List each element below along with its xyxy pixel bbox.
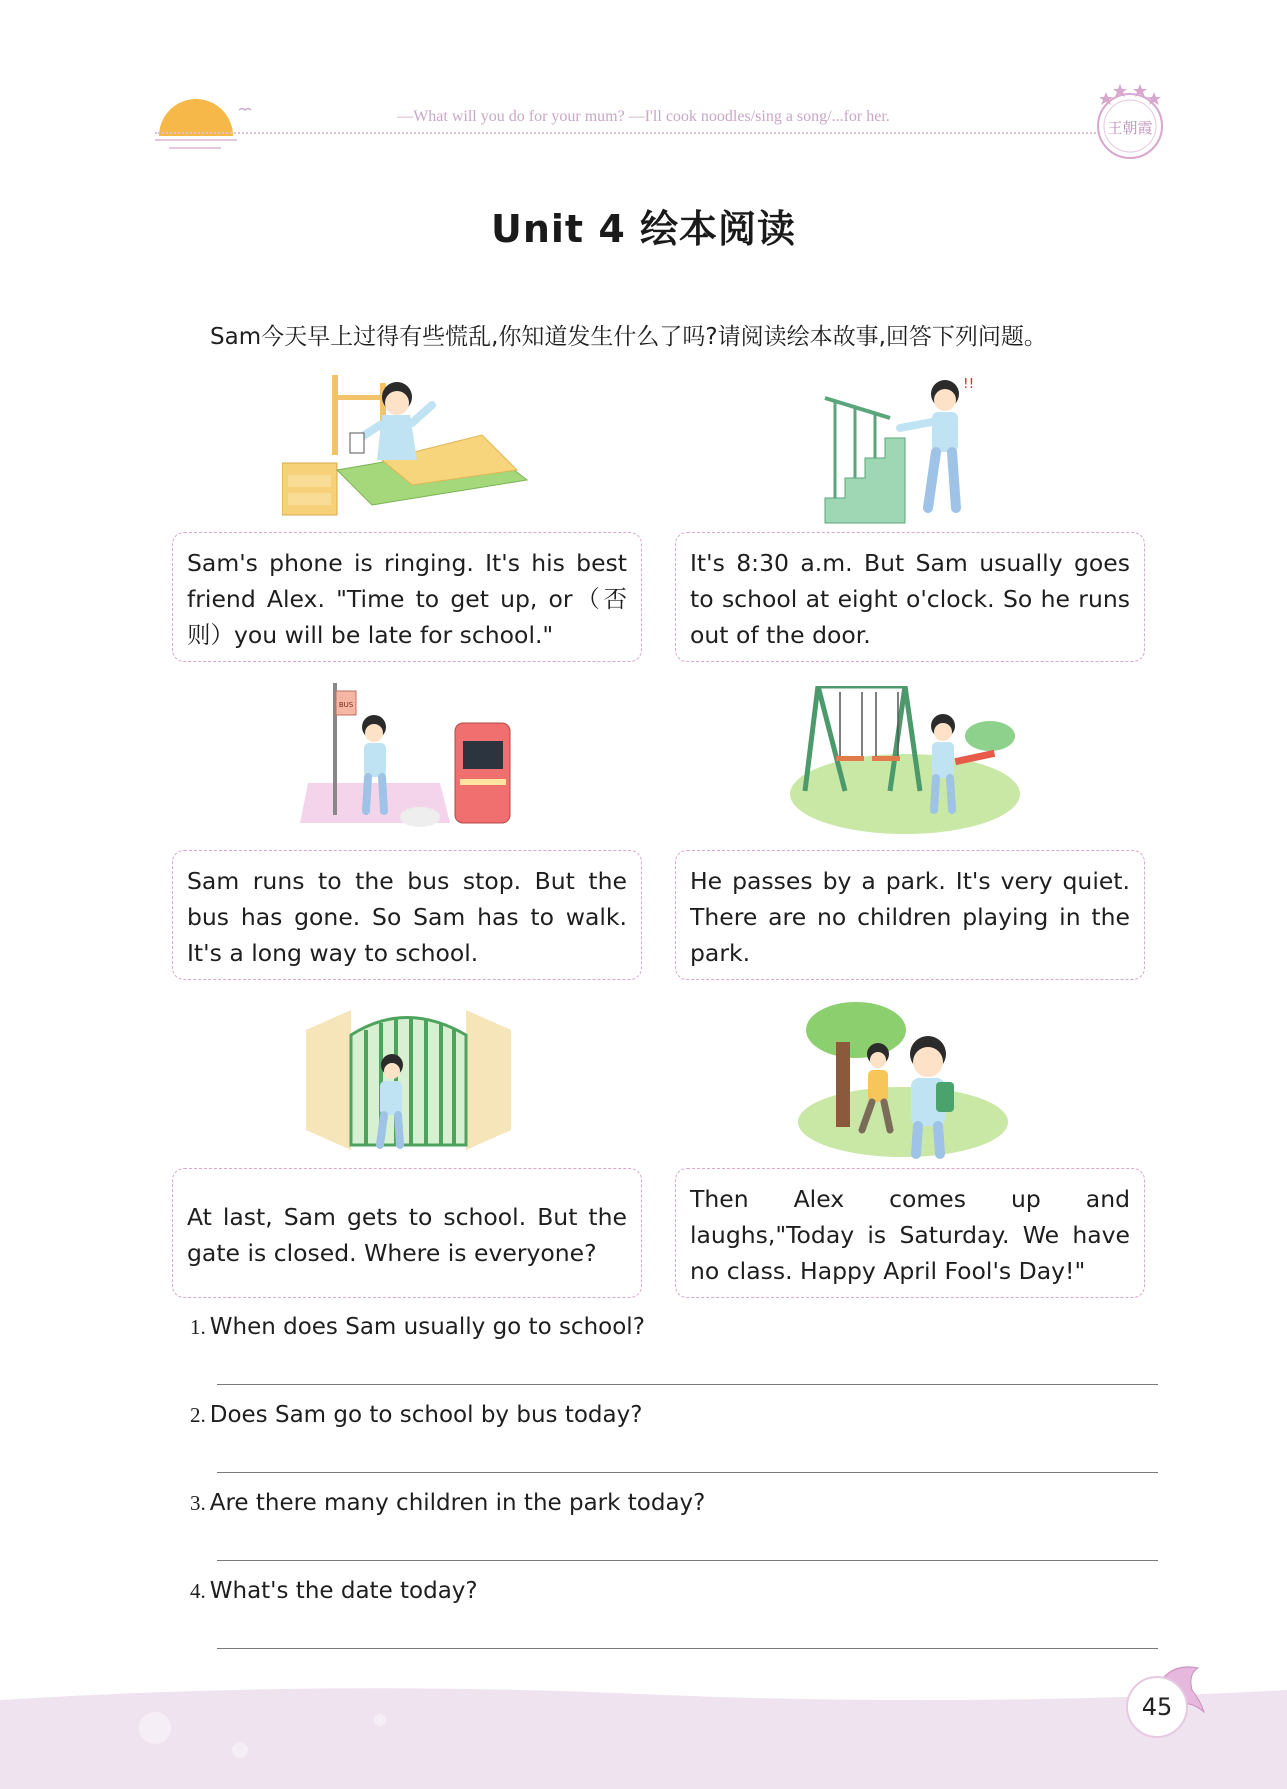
story-panel-1: Sam's phone is ringing. It's his best friend Alex. "Time to get up, or（否则）you will be late for school." xyxy=(172,532,642,662)
svg-text:!!: !! xyxy=(963,378,975,392)
answer-line-1[interactable] xyxy=(217,1384,1158,1385)
story-panel-6: Then Alex comes up and laughs,"Today is Saturday. We have no class. Happy April Fool's Day!" xyxy=(675,1168,1145,1298)
question-1: 1. When does Sam usually go to school? xyxy=(190,1314,645,1340)
instructions: Sam今天早上过得有些慌乱,你知道发生什么了吗?请阅读绘本故事,回答下列问题。 xyxy=(210,324,1047,350)
header-tagline: —What will you do for your mum? —I'll cook noodles/sing a song/...for her. xyxy=(397,108,890,125)
question-2: 2. Does Sam go to school by bus today? xyxy=(190,1402,643,1428)
bedroom-illustration xyxy=(282,375,532,525)
publisher-logo xyxy=(1090,78,1170,168)
bus-stop-illustration xyxy=(300,683,515,833)
answer-line-2[interactable] xyxy=(217,1472,1158,1473)
header-divider xyxy=(155,132,1100,134)
question-4: 4. What's the date today? xyxy=(190,1578,478,1604)
page-title: Unit 4 绘本阅读 xyxy=(491,207,796,251)
footer-wave xyxy=(0,1680,1287,1789)
story-panel-3: Sam runs to the bus stop. But the bus has gone. So Sam has to walk. It's a long way to school. xyxy=(172,850,642,980)
answer-line-3[interactable] xyxy=(217,1560,1158,1561)
story-panel-5: At last, Sam gets to school. But the gate is closed. Where is everyone? xyxy=(172,1168,642,1298)
alex-laughs-illustration xyxy=(796,1002,1011,1160)
page-number: 45 xyxy=(1126,1676,1188,1738)
school-gate-illustration xyxy=(306,1005,511,1155)
answer-line-4[interactable] xyxy=(217,1648,1158,1649)
story-panel-4: He passes by a park. It's very quiet. There are no children playing in the park. xyxy=(675,850,1145,980)
story-panel-2: It's 8:30 a.m. But Sam usually goes to school at eight o'clock. So he runs out of the door. xyxy=(675,532,1145,662)
stairs-illustration xyxy=(820,378,980,528)
svg-text:王朝霞: 王朝霞 xyxy=(1107,119,1153,137)
park-illustration xyxy=(790,686,1020,836)
question-3: 3. Are there many children in the park today? xyxy=(190,1490,706,1516)
svg-text:BUS: BUS xyxy=(338,701,354,709)
